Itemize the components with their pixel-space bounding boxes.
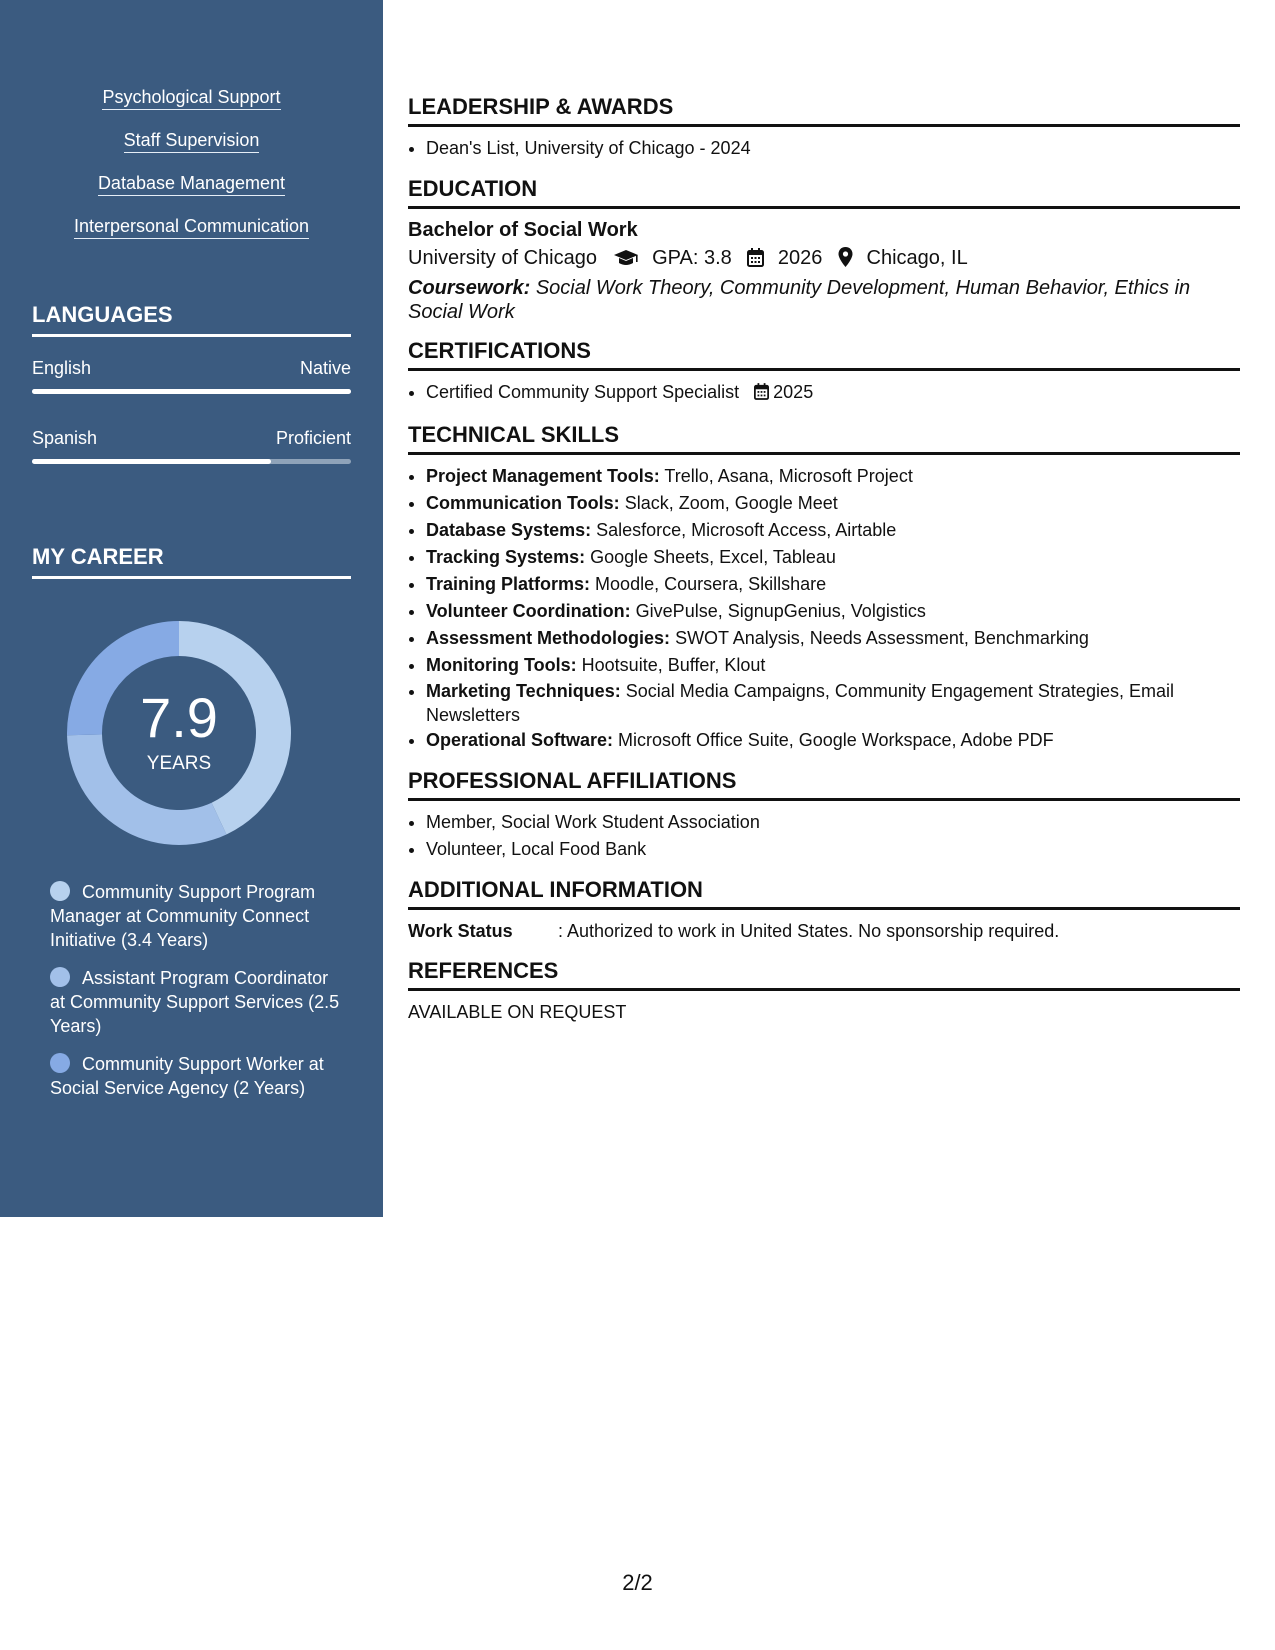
- list-item: [426, 652, 1240, 679]
- list-item: • Member, Social Work Student Association: [426, 809, 1240, 836]
- page-number: 2/2: [622, 1570, 653, 1595]
- language-bar-fill: [32, 459, 271, 464]
- affiliations-section: [408, 768, 1240, 863]
- donut-center: [66, 620, 292, 846]
- career-item: [50, 880, 340, 952]
- language-row: [32, 358, 351, 379]
- skill-label: Volunteer Coordination:: [426, 601, 631, 621]
- list-item: [426, 571, 1240, 598]
- calendar-icon: [754, 381, 769, 408]
- main-content: [408, 94, 1240, 1039]
- education-meta: [408, 243, 1240, 276]
- skill-label: Project Management Tools:: [426, 466, 660, 486]
- skill-label: Operational Software:: [426, 730, 614, 750]
- skill-value: SWOT Analysis, Needs Assessment, Benchmarking: [675, 628, 1089, 648]
- skill-label: Database Systems:: [426, 520, 592, 540]
- language-name: Spanish: [32, 428, 98, 448]
- legend-dot: [50, 881, 70, 901]
- work-status-row: [408, 918, 1240, 944]
- career-unit: YEARS: [146, 753, 212, 774]
- section-title: CERTIFICATIONS: [408, 338, 1240, 371]
- references-text: AVAILABLE ON REQUEST: [408, 1002, 627, 1022]
- list-item: [426, 490, 1240, 517]
- language-bar-fill: [32, 389, 351, 394]
- section-title: EDUCATION: [408, 176, 1240, 209]
- skill-link[interactable]: Psychological Support: [102, 86, 280, 110]
- list-item: • Dean's List, University of Chicago - 2024: [426, 135, 1240, 162]
- section-title: PROFESSIONAL AFFILIATIONS: [408, 768, 1240, 801]
- work-status-value: : Authorized to work in United States. No sponsorship required.: [558, 921, 1060, 941]
- coursework: [408, 276, 1240, 324]
- gpa: GPA: 3.8: [652, 247, 732, 269]
- career-item-label: Community Support Worker at Social Service Agency (2 Years): [50, 1054, 324, 1098]
- degree: Bachelor of Social Work: [408, 219, 638, 241]
- language-name: English: [32, 358, 92, 378]
- skill-label: Training Platforms:: [426, 574, 591, 594]
- school: University of Chicago: [408, 247, 597, 269]
- list-item: [426, 379, 1240, 408]
- certifications-section: [408, 338, 1240, 408]
- skill-link[interactable]: Interpersonal Communication: [74, 215, 309, 239]
- work-status-label: Work Status: [408, 921, 513, 941]
- section-title: LEADERSHIP & AWARDS: [408, 94, 1240, 127]
- skill-value: Social Media Campaigns, Community Engagement Strategies, Email Newsletters: [426, 681, 1174, 725]
- skill-value: Google Sheets, Excel, Tableau: [590, 547, 836, 567]
- location: Chicago, IL: [866, 247, 968, 269]
- legend-dot: [50, 1053, 70, 1073]
- location-pin-icon: [838, 246, 853, 276]
- skill-label: Marketing Techniques:: [426, 681, 621, 701]
- career-donut: [66, 620, 292, 846]
- career-total: 7.9: [140, 686, 218, 749]
- coursework-text: Social Work Theory, Community Development, Human Behavior, Ethics in Social Work: [408, 277, 1191, 323]
- list-item: [426, 727, 1240, 754]
- skill-value: Salesforce, Microsoft Access, Airtable: [596, 520, 897, 540]
- skills-list: [0, 86, 383, 258]
- certification-year: 2025: [773, 382, 814, 402]
- career-item-label: Community Support Program Manager at Community Connect Initiative (3.4 Years): [50, 882, 316, 950]
- coursework-label: Coursework:: [408, 277, 531, 299]
- skill-link[interactable]: Database Management: [98, 172, 285, 196]
- graduation-cap-icon: [613, 246, 639, 276]
- skill-value: Microsoft Office Suite, Google Workspace, Adobe PDF: [618, 730, 1054, 750]
- section-title: ADDITIONAL INFORMATION: [408, 877, 1240, 910]
- list-item: [426, 544, 1240, 571]
- section-title: TECHNICAL SKILLS: [408, 422, 1240, 455]
- language-row: [32, 428, 351, 449]
- skill-value: GivePulse, SignupGenius, Volgistics: [635, 601, 926, 621]
- career-list: [50, 880, 340, 1114]
- additional-section: [408, 877, 1240, 944]
- list-item: [426, 463, 1240, 490]
- skill-value: Hootsuite, Buffer, Klout: [581, 655, 766, 675]
- career-item-label: Assistant Program Coordinator at Community Support Services (2.5 Years): [50, 968, 340, 1036]
- skill-label: Communication Tools:: [426, 493, 620, 513]
- skill-value: Trello, Asana, Microsoft Project: [664, 466, 913, 486]
- legend-dot: [50, 967, 70, 987]
- career-heading: MY CAREER: [32, 544, 351, 579]
- technical-skills-section: [408, 422, 1240, 754]
- skill-value: Slack, Zoom, Google Meet: [624, 493, 838, 513]
- leadership-section: [408, 94, 1240, 162]
- certification-name: Certified Community Support Specialist: [426, 382, 740, 402]
- graduation-year: 2026: [777, 247, 823, 269]
- language-bar: [32, 459, 351, 464]
- list-item: [426, 625, 1240, 652]
- education-section: [408, 176, 1240, 324]
- calendar-icon: [747, 246, 764, 276]
- section-title: REFERENCES: [408, 958, 1240, 991]
- skill-label: Monitoring Tools:: [426, 655, 577, 675]
- list-item: [426, 598, 1240, 625]
- language-level: Native: [299, 358, 351, 378]
- list-item: • Volunteer, Local Food Bank: [426, 836, 1240, 863]
- language-bar: [32, 389, 351, 394]
- language-level: Proficient: [275, 428, 351, 448]
- list-item: [426, 679, 1240, 727]
- skill-label: Assessment Methodologies:: [426, 628, 671, 648]
- languages-heading: LANGUAGES: [32, 302, 351, 337]
- skill-value: Moodle, Coursera, Skillshare: [595, 574, 827, 594]
- references-section: [408, 958, 1240, 1025]
- skill-link[interactable]: Staff Supervision: [124, 129, 260, 153]
- list-item: [426, 517, 1240, 544]
- sidebar: [0, 0, 383, 1217]
- skill-label: Tracking Systems:: [426, 547, 586, 567]
- career-item: [50, 966, 340, 1038]
- career-item: [50, 1052, 340, 1100]
